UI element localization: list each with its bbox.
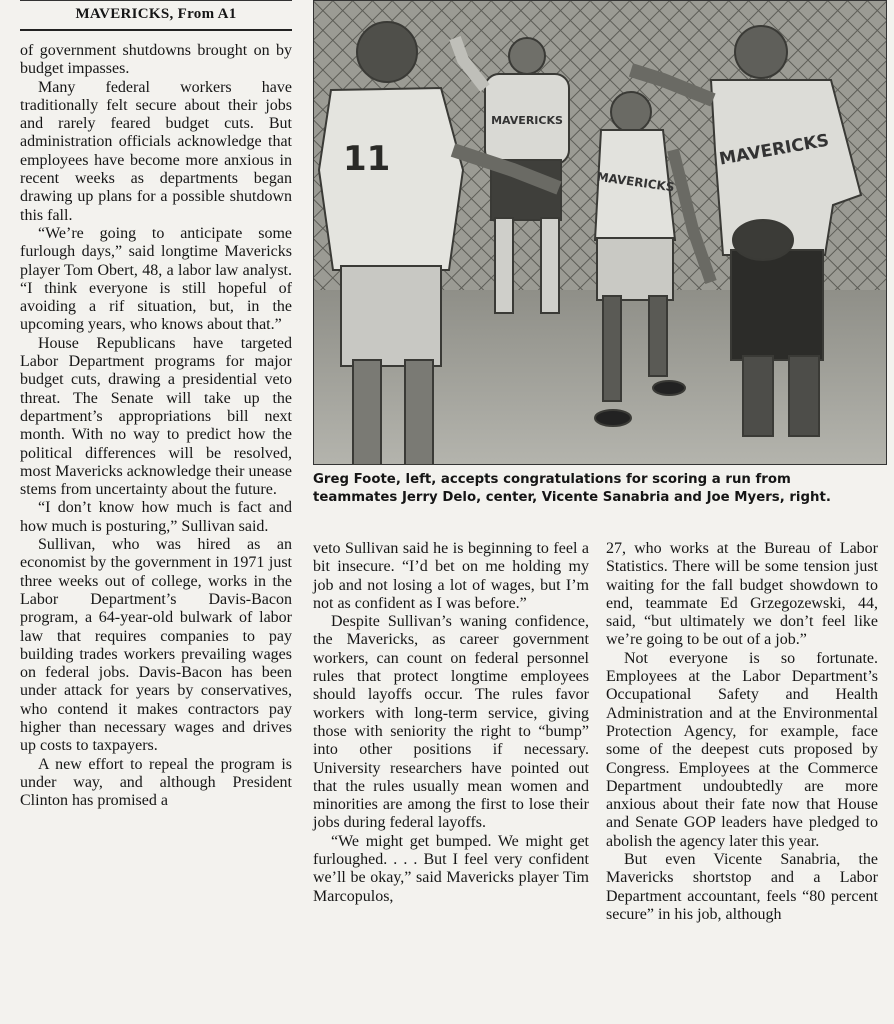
- softball-team-photo: [313, 0, 887, 465]
- paragraph: Many federal workers have traditionally felt secure about their jobs and rarely feared budget cuts. But administration officials acknowledge that employees have become more anxious in recent weeks as departments began drawing up plans for a possible shutdown this fall.: [20, 78, 292, 224]
- paragraph: A new effort to repeal the program is under way, and although President Clinton has promised a: [20, 755, 292, 810]
- svg-text:MAVERICKS: MAVERICKS: [595, 169, 676, 195]
- article-column-1: [20, 42, 292, 810]
- svg-text:11: 11: [343, 139, 391, 179]
- svg-text:MAVERICKS: MAVERICKS: [491, 114, 563, 127]
- paragraph: “We’re going to anticipate some furlough days,” said longtime Mavericks player Tom Obert, 48, a labor law analyst. “I think everyone is still hopeful of avoiding a rif situation, but, in the upcoming years, who knows about that.”: [20, 224, 292, 334]
- paragraph: “We might get bumped. We might get furloughed. . . . But I feel very confident we’ll be okay,” said Mavericks player Tim Marcopulos,: [313, 832, 589, 905]
- paragraph: But even Vicente Sanabria, the Mavericks shortstop and a Labor Department accountant, feels “80 percent secure” in his job, although: [606, 851, 878, 923]
- article-column-3: [606, 540, 878, 924]
- jump-header: MAVERICKS, From A1: [20, 6, 292, 31]
- paragraph: 27, who works at the Bureau of Labor Statistics. There will be some tension just waiting for the fall budget showdown to end, teammate Ed Grzegozewski, 44, said, “but ultimately we don’t feel like we’re going to be out of a job.”: [606, 540, 878, 649]
- article-column-2: [313, 540, 589, 906]
- paragraph: veto Sullivan said he is beginning to feel a bit insecure. “I’d bet on me holding my job and not losing a lot of wages, but I’m not as confident as I was before.”: [313, 540, 589, 612]
- caption-line: teammates Jerry Delo, center, Vicente Sanabria and Joe Myers, right.: [313, 490, 831, 505]
- paragraph: of government shutdowns brought on by budget impasses.: [20, 42, 292, 78]
- paragraph: House Republicans have targeted Labor Department programs for major budget cuts, drawing a presidential veto threat. The Senate will take up the department’s appropriations bill next month. With no way to predict how the political differences will be resolved, most Mavericks acknowledge their unease stems from uncertainty about the future.: [20, 334, 292, 499]
- paragraph: “I don’t know how much is fact and how much is posturing,” Sullivan said.: [20, 499, 292, 535]
- svg-text:MAVERICKS: MAVERICKS: [717, 130, 831, 170]
- photo-caption: [313, 471, 883, 507]
- paragraph: Not everyone is so fortunate. Employees at the Labor Department’s Occupational Safety and Health Administration and at the Environmental Protection Agency, for example, face some of the deepest cuts proposed by Congress. Employees at the Commerce Department undoubtedly are more anxious about their fate now that House and Senate GOP leaders have pledged to abolish the agency later this year.: [606, 649, 878, 850]
- caption-line: Greg Foote, left, accepts congratulations for scoring a run from: [313, 472, 791, 487]
- header-top-rule: [20, 0, 292, 1]
- paragraph: Despite Sullivan’s waning confidence, the Mavericks, as career government workers, can count on federal personnel rules that protect longtime employees should layoffs occur. The rules favor workers with long-term service, giving those with seniority the right to “bump” into other positions if necessary. University researchers have pointed out that the rules usually mean women and minorities are among the first to lose their jobs during federal layoffs.: [313, 613, 589, 832]
- paragraph: Sullivan, who was hired as an economist by the government in 1971 just three weeks out of college, works in the Labor Department’s Davis-Bacon program, a 64-year-old bulwark of labor law that requires companies to pay building trades workers prevailing wages on federal jobs. Davis-Bacon has been under attack for years by conservatives, who contend it makes contractors pay higher than necessary wages and drives up costs to taxpayers.: [20, 536, 292, 755]
